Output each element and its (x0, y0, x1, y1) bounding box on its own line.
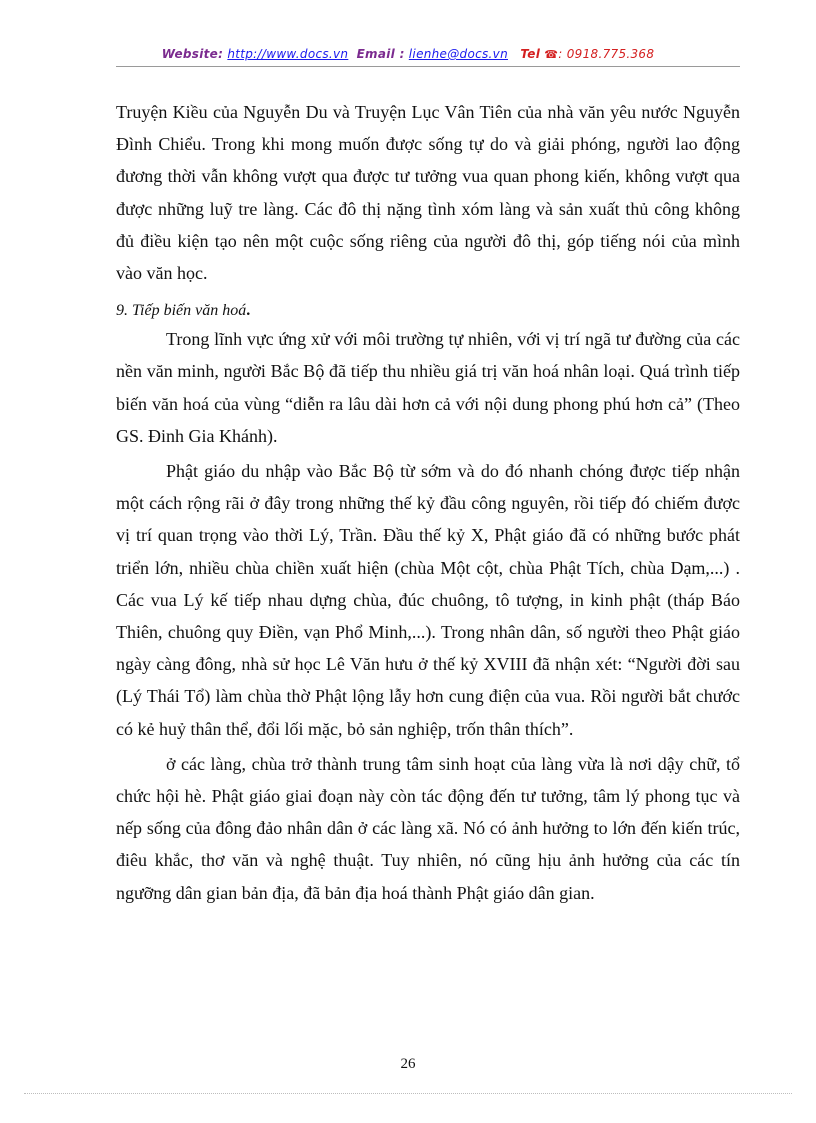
website-label: Website: (161, 47, 224, 61)
paragraph: ở các làng, chùa trở thành trung tâm sinh hoạt của làng vừa là nơi dậy chữ, tổ chức hội hè. Phật giáo giai đoạn này còn tác động đến tư tưởng, tâm lý phong tục và nếp sống của đông đảo nhân dân ở các làng xã. Nó có ảnh hưởng to lớn đến kiến trúc, điêu khắc, thơ văn và nghệ thuật. Tuy nhiên, nó cũng hịu ảnh hưởng của các tín ngưỡng dân gian bản địa, đã bản địa hoá thành Phật giáo dân gian. (116, 753, 740, 903)
section-title-end: . (246, 302, 251, 320)
phone-number: : 0918.775.368 (558, 47, 655, 61)
email-label: Email : (356, 47, 405, 61)
paragraph: Phật giáo du nhập vào Bắc Bộ từ sớm và do đó nhanh chóng được tiếp nhận một cách rộng rãi ở đây trong những thế kỷ đầu công nguyên, rồi tiếp đó chiếm được vị trí quan trọng vào thời Lý, Trần. Đầu thế kỷ X, Phật giáo đã có những bước phát triển lớn, nhiều chùa chiền xuất hiện (chùa Một cột, chùa Phật Tích, chùa Dạm,...) . Các vua Lý kế tiếp nhau dựng chùa, đúc chuông, tô tượng, in kinh phật (tháp Báo Thiên, chuông quy Điền, vạn Phổ Minh,...). Trong nhân dân, số người theo Phật giáo ngày càng đông, nhà sử học Lê Văn hưu ở thế kỷ XVIII đã nhận xét: “Người đời sau (Lý Thái Tổ) làm chùa thờ Phật lộng lẫy hơn cung điện của vua. Rồi người bắt chước có kẻ huỷ thân thể, đổi lối mặc, bỏ sản nghiệp, trốn thân thích”. (116, 461, 740, 739)
header-divider (116, 66, 740, 67)
paragraph-intro: Truyện Kiều của Nguyễn Du và Truyện Lục Vân Tiên của nhà văn yêu nước Nguyễn Đình Chiểu. Trong khi mong muốn được sống tự do và giải phóng, người lao động đương thời vẫn không vượt qua được tư tưởng vua quan phong kiến, không vượt qua được những luỹ tre làng. Các đô thị nặng tình xóm làng và sản xuất thủ công không đủ điều kiện tạo nên một cuộc sống riêng của người đô thị, góp tiếng nói của mình vào văn học. (116, 102, 740, 284)
page-number: 26 (400, 1056, 416, 1072)
section-heading (116, 299, 740, 323)
website-link[interactable]: http://www.docs.vn (227, 47, 349, 61)
email-link[interactable]: lienhe@docs.vn (408, 47, 508, 61)
section-title: 9. Tiếp biến văn hoá (116, 302, 247, 320)
footer-divider (24, 1093, 792, 1094)
phone-icon: ☎ (544, 48, 559, 61)
tel-label: Tel (520, 47, 541, 61)
page-header (0, 47, 816, 61)
document-body (116, 96, 740, 909)
paragraph: Trong lĩnh vực ứng xử với môi trường tự nhiên, với vị trí ngã tư đường của các nền văn minh, người Bắc Bộ đã tiếp thu nhiều giá trị văn hoá nhân loại. Quá trình tiếp biến văn hoá của vùng “diễn ra lâu dài hơn cả với nội dung phong phú hơn cả” (Theo GS. Đinh Gia Khánh). (116, 329, 740, 446)
